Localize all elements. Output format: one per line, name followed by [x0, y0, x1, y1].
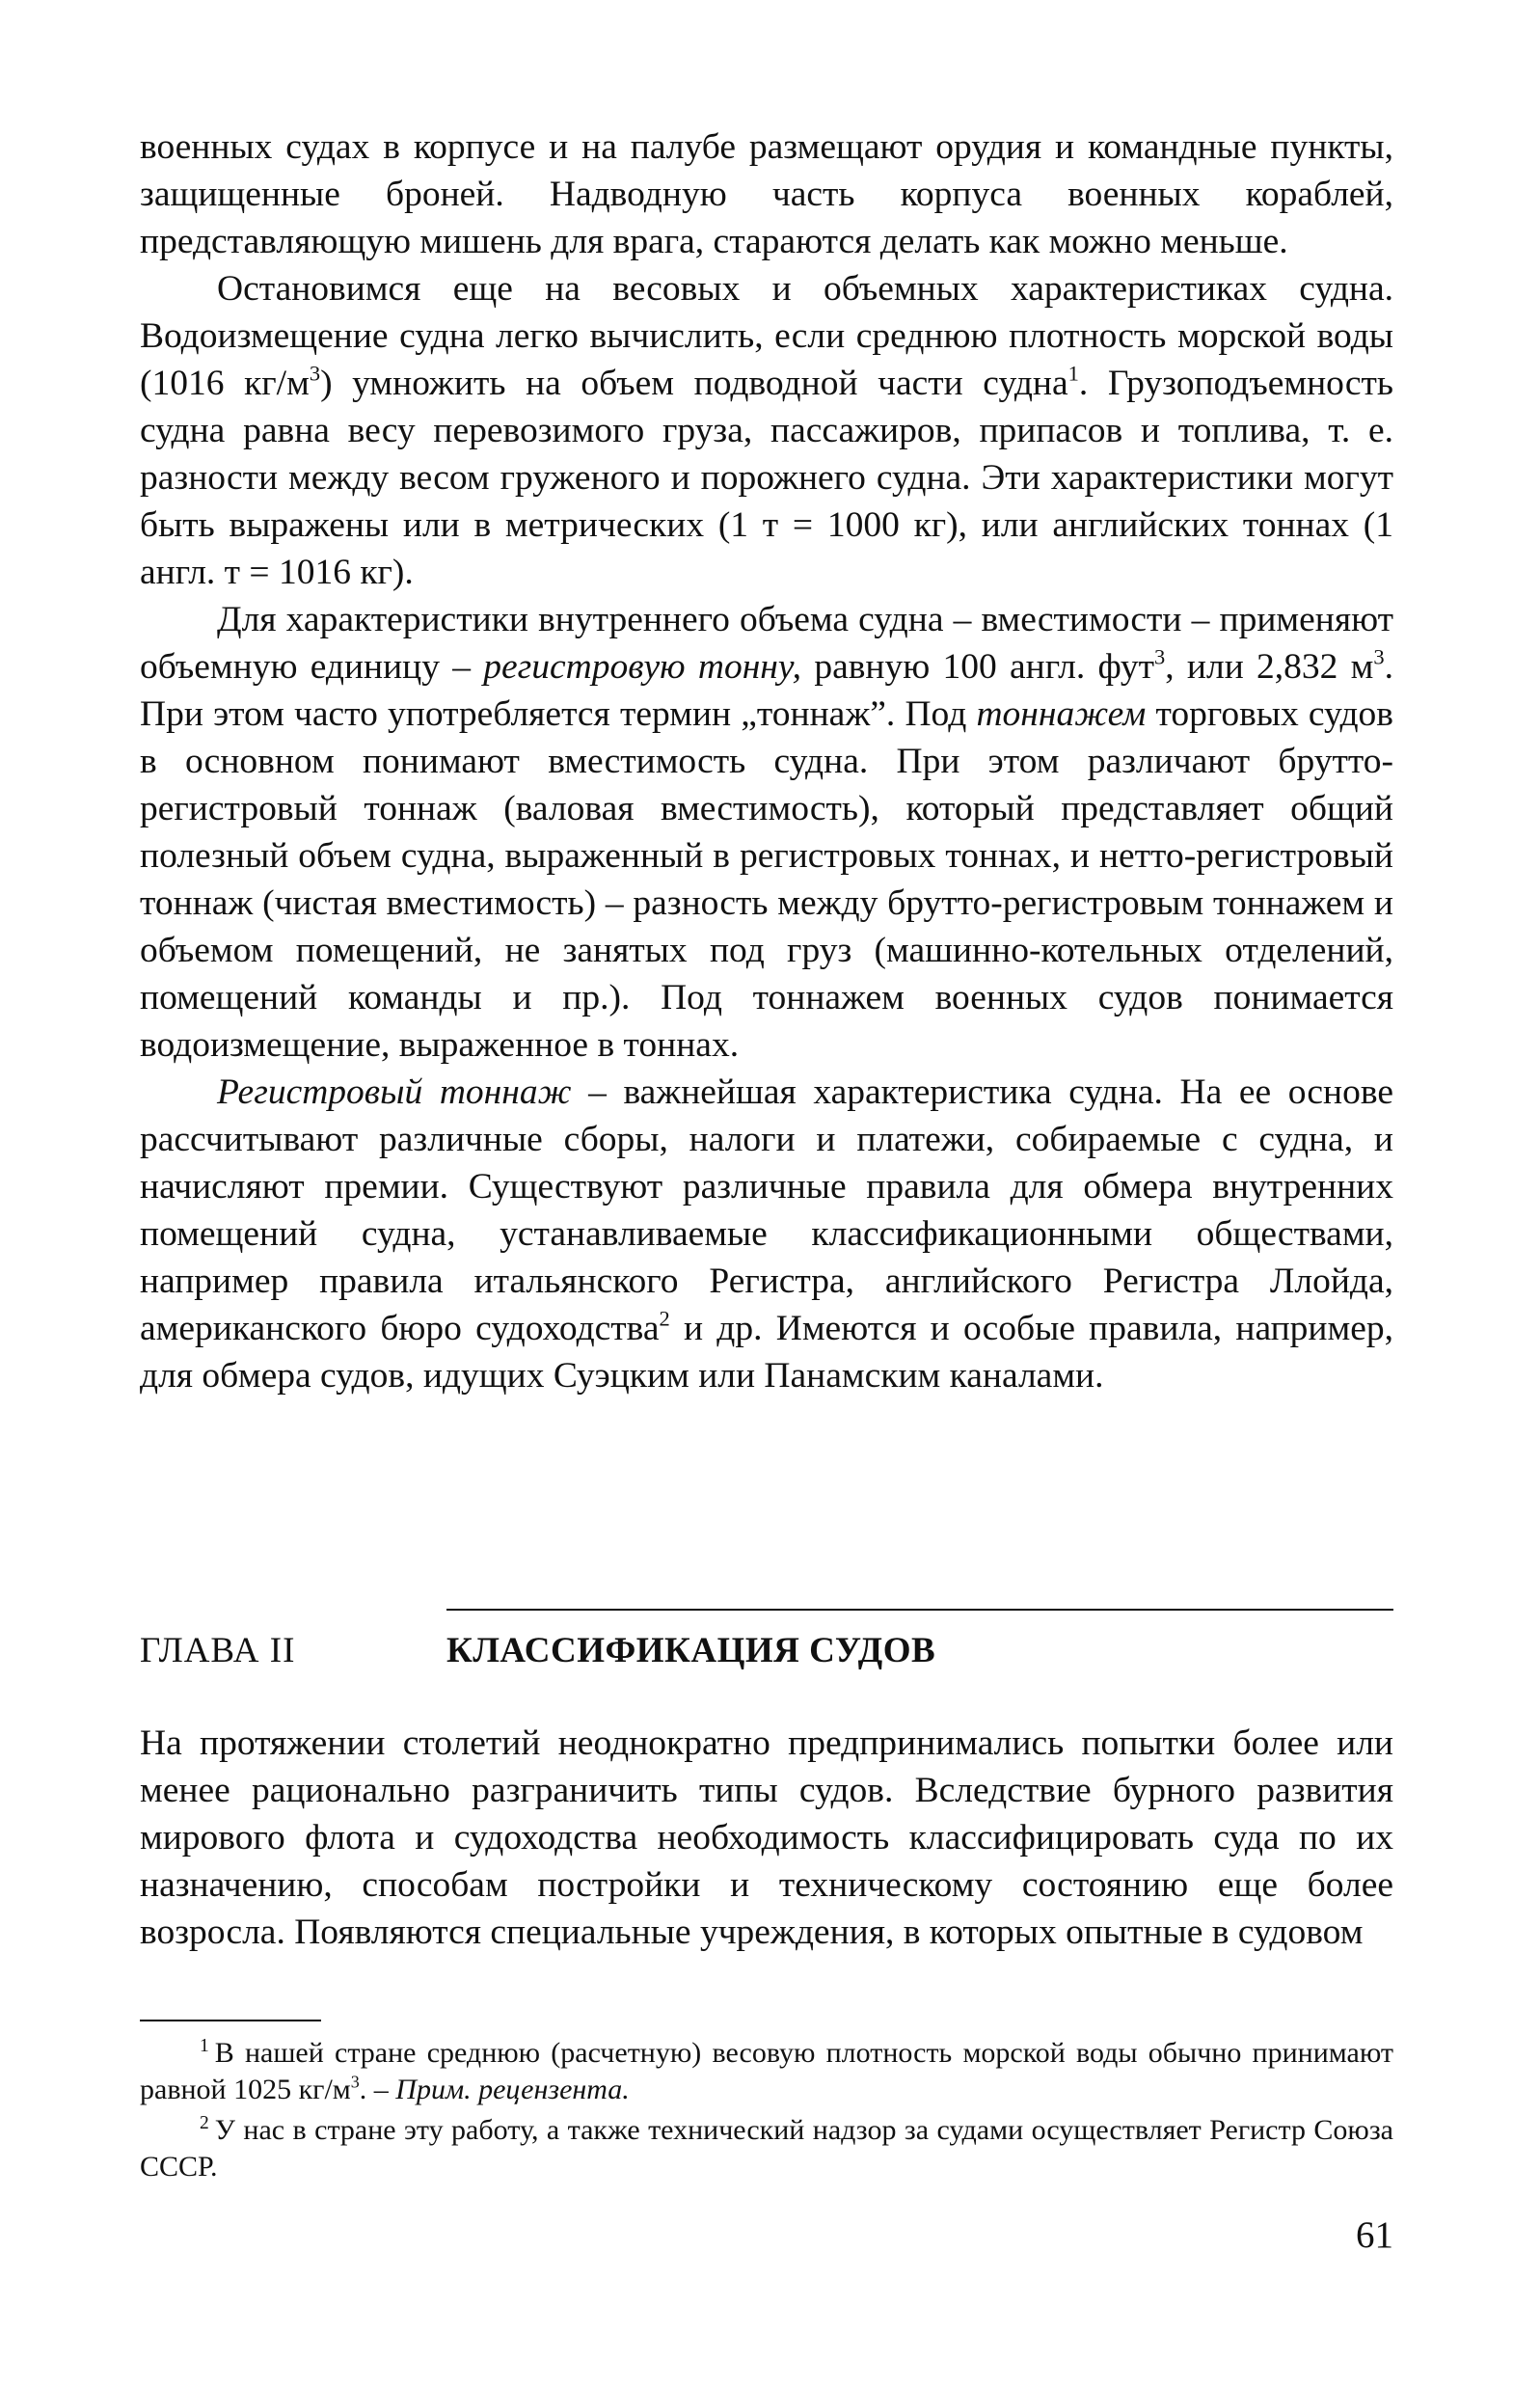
footnote-number: 2 — [200, 2113, 209, 2134]
chapter-heading — [140, 1609, 1393, 1670]
chapter-title: КЛАССИФИКАЦИЯ СУДОВ — [446, 1631, 936, 1670]
footnote-2 — [140, 2112, 1393, 2185]
text-run: равную 100 англ. фут — [801, 647, 1155, 687]
chapter-rule — [446, 1609, 1393, 1611]
footnotes — [140, 2035, 1393, 2189]
footnote-rule — [140, 2020, 321, 2021]
text-run: – важнейшая характеристика судна. На ее основе рассчитывают различные сборы, налоги и платежи, собираемые с судна, и начисляют премии. Существуют различные правила для обмера внутренних помещений судна, устанавливаемые классификационными обществами, например правила итальянского Регистра, английского Регистра Ллойда, американского бюро судоходства — [140, 1072, 1393, 1348]
text-run: торговых судов в основном понимают вместимость судна. При этом различают брутто-регистровый тоннаж (валовая вместимость), который представляет общий полезный объем судна, выраженный в регистровых тоннах, и нетто-регистровый тоннаж (чистая вместимость) – разность между брутто-регистровым тоннажем и объемом помещений, не занятых под груз (машинно-котельных отделений, помещений команды и пр.). Под тоннажем военных судов понимается водоизмещение, выраженное в тоннах. — [140, 694, 1393, 1065]
footnote-ref-1: 1 — [1067, 361, 1079, 386]
superscript: 3 — [350, 2072, 360, 2092]
superscript: 3 — [309, 361, 321, 386]
italic-term: тоннажем — [976, 694, 1147, 734]
footnote-ref-2: 2 — [659, 1306, 670, 1331]
text-run: . Грузоподъемность судна равна весу перевозимого груза, пассажиров, припасов и топлива, т. е. разности между весом груженого и порожнего судна. Эти характеристики могут быть выражены или в метрических (1 т = 1000 кг), или английских тоннах (1 англ. т = 1016 кг). — [140, 364, 1393, 592]
paragraph-2 — [140, 265, 1393, 596]
italic-term: регистровую тонну, — [483, 647, 802, 687]
text-run: Остановимся еще на весовых и объемных характеристиках судна. Водоизмещение судна легко вычислить, если среднюю плотность морской воды (1016 кг/м — [140, 269, 1393, 403]
text-run: У нас в стране эту работу, а также технический надзор за судами осуществляет Регистр Союза СССР. — [140, 2114, 1393, 2183]
paragraph-3 — [140, 596, 1393, 1069]
italic-note: Прим. рецензента. — [395, 2074, 630, 2105]
text-run: и др. Имеются и особые правила, например, для обмера судов, идущих Суэцким или Панамским каналами. — [140, 1309, 1393, 1396]
footnote-1 — [140, 2035, 1393, 2108]
text-run: , или 2,832 м — [1165, 647, 1374, 687]
superscript: 3 — [1373, 644, 1385, 669]
footnote-number: 1 — [200, 2036, 209, 2057]
italic-term: Регистровый тоннаж — [217, 1072, 572, 1112]
paragraph-4 — [140, 1069, 1393, 1399]
text-run: . – — [359, 2074, 396, 2105]
main-text — [140, 123, 1393, 1399]
page-number: 61 — [1356, 2214, 1393, 2256]
text-run: В нашей стране среднюю (расчетную) весовую плотность морской воды обычно принимают равной 1025 кг/м — [140, 2037, 1393, 2105]
text-run: . При этом часто употребляется термин „тоннаж”. Под — [140, 647, 1393, 734]
superscript: 3 — [1154, 644, 1166, 669]
chapter-paragraph: На протяжении столетий неоднократно предпринимались попытки более или менее рационально разграничить типы судов. Вследствие бурного развития мирового флота и судоходства необходимость классифицировать суда по их назначению, способам постройки и техническому состоянию еще более возросла. Появляются специальные учреждения, в которых опытные в судовом — [140, 1723, 1393, 1952]
chapter-body — [140, 1720, 1393, 1956]
chapter-label: ГЛАВА II — [140, 1631, 296, 1670]
paragraph-1: военных судах в корпусе и на палубе размещают орудия и командные пункты, защищенные броней. Надводную часть корпуса военных кораблей, представляющую мишень для врага, стараются делать как можно меньше. — [140, 127, 1393, 261]
text-run: Для характеристики внутреннего объема судна – вместимости – применяют объемную единицу – — [140, 600, 1393, 687]
text-run: ) умножить на объем подводной части судна — [320, 364, 1068, 403]
